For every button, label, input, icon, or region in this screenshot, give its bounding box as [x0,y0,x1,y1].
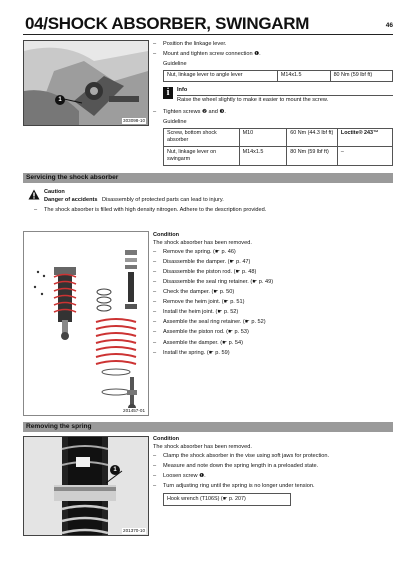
photo-id: 303098-10 [123,117,145,123]
torque-table-1 [163,70,393,82]
step-item: – Remove the spring. (☛ p. 46) [153,249,393,257]
info-title: Info [177,87,393,97]
caution-item: – The shock absorber is filled with high density nitrogen. Adhere to the description provided. [34,207,388,215]
callout-1: 1 [55,95,65,105]
condition-title: Condition [153,232,180,238]
guideline-label: Guideline [163,119,187,126]
step-item: – Measure and note down the spring length in a preloaded state. [153,463,393,471]
info-text: Raise the wheel slightly to make it easier to mount the screw. [177,97,329,104]
table-row [164,147,393,166]
table-cell: 60 Nm (44.3 lbf ft) [287,128,338,147]
header-divider [23,34,393,35]
section-header-servicing: Servicing the shock absorber [23,173,393,183]
table-cell: M10 [239,128,287,147]
caution-subject: Danger of accidents [44,196,98,203]
exploded-view-photo [23,231,149,416]
condition-text: The shock absorber has been removed. [153,239,252,246]
step-item: – Tighten screws ❷ and ❸. [153,109,393,117]
caution-block [28,189,388,217]
table-row [164,128,393,147]
guideline-label: Guideline [163,61,187,68]
step-item: – Assemble the damper. (☛ p. 54) [153,340,393,348]
removing-instructions [153,436,393,506]
caution-text: Disassembly of protected parts can lead to injury. [102,196,224,203]
spring-removal-photo [23,436,149,536]
info-box [163,87,393,105]
warning-icon [28,189,40,200]
photo-id: 201457-01 [123,407,145,413]
table-cell: Screw, bottom shock absorber [164,128,240,147]
step-item: – Install the spring. (☛ p. 59) [153,350,393,358]
section-header-removing: Removing the spring [23,422,393,432]
step-item: – Clamp the shock absorber in the vise using soft jaws for protection. [153,453,393,461]
step-item: – Loosen screw ❶. [153,473,393,481]
spring-removal-illustration [24,437,148,535]
step-item: – Disassemble the seal ring retainer. (☛ p. 49) [153,279,393,287]
torque-table-2 [163,128,393,166]
table-cell: – [337,147,392,166]
tool-table [163,493,291,505]
linkage-lever-photo [23,40,149,126]
table-row [164,70,393,81]
step-item: – Remove the heim joint. (☛ p. 51) [153,299,393,307]
page-title: 04/SHOCK ABSORBER, SWINGARM [25,14,310,33]
table-cell: Nut, linkage lever to angle lever [164,70,278,81]
linkage-lever-illustration [24,41,148,125]
table-row [164,494,291,505]
condition-text: The shock absorber has been removed. [153,443,252,450]
page-number: 46 [385,22,393,29]
linkage-instructions [153,41,393,166]
info-icon: i [163,87,173,99]
step-item: – Check the damper. (☛ p. 50) [153,289,393,297]
table-cell: Nut, linkage lever on swingarm [164,147,240,166]
step-item: – Disassemble the piston rod. (☛ p. 48) [153,269,393,277]
condition-title: Condition [153,436,180,442]
callout-1: 1 [110,465,120,475]
servicing-instructions [153,232,393,360]
table-cell: M14x1.5 [239,147,287,166]
step-item: – Mount and tighten screw connection ❶. [153,51,393,59]
step-item: – Install the heim joint. (☛ p. 52) [153,309,393,317]
exploded-shock-illustration [24,232,148,415]
step-item: – Assemble the piston rod. (☛ p. 53) [153,329,393,337]
step-item: – Turn adjusting ring until the spring is no longer under tension. [153,483,393,491]
step-item: – Disassemble the damper. (☛ p. 47) [153,259,393,267]
table-cell: M14x1.5 [277,70,330,81]
step-item: – Position the linkage lever. [153,41,393,49]
table-cell: Loctite® 243™ [337,128,392,147]
table-cell: Hook wrench (T106S) (☛ p. 207) [164,494,291,505]
table-cell: 80 Nm (59 lbf ft) [287,147,338,166]
caution-title: Caution [44,189,65,195]
table-cell: 80 Nm (59 lbf ft) [330,70,392,81]
step-item: – Assemble the seal ring retainer. (☛ p. 52) [153,319,393,327]
photo-id: 201370-10 [123,527,145,533]
